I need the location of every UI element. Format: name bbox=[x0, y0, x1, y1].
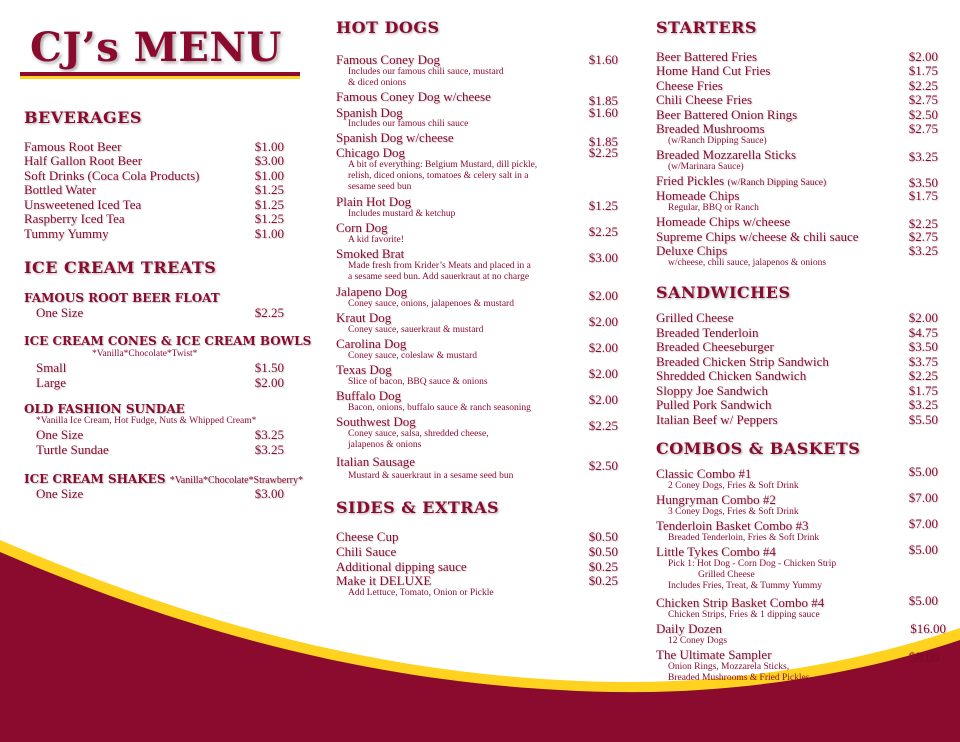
menu-item bbox=[36, 376, 284, 390]
menu-item bbox=[656, 340, 938, 354]
item-desc: Breaded Mushrooms & Fried Pickles bbox=[668, 673, 810, 683]
item-desc: 3 Coney Dogs, Fries & Soft Drink bbox=[668, 507, 799, 517]
item-desc: Add Lettuce, Tomato, Onion or Pickle bbox=[348, 588, 494, 598]
item-name: Texas Dog bbox=[336, 362, 392, 377]
item-name: Plain Hot Dog bbox=[336, 194, 412, 209]
item-name: Breaded Mushrooms bbox=[656, 121, 765, 136]
item-name: Famous Root Beer bbox=[24, 139, 122, 154]
menu-item bbox=[36, 487, 284, 501]
item-price: $2.00 bbox=[254, 375, 284, 390]
item-price: $1.50 bbox=[254, 360, 284, 375]
item-name: Breaded Tenderloin bbox=[656, 325, 759, 340]
item-name: Sloppy Joe Sandwich bbox=[656, 383, 768, 398]
item-price: $2.00 bbox=[908, 310, 938, 325]
item-name: Spanish Dog w/cheese bbox=[336, 130, 454, 145]
item-price: $2.25 bbox=[254, 305, 284, 320]
item-price: $2.25 bbox=[908, 368, 938, 383]
menu-item bbox=[656, 516, 938, 533]
menu-item bbox=[336, 560, 618, 574]
item-desc: w/cheese, chili sauce, jalapenos & onions bbox=[668, 258, 827, 268]
item-name: One Size bbox=[36, 486, 84, 501]
item-desc: jalapenos & onions bbox=[348, 440, 422, 450]
item-name: Beer Battered Onion Rings bbox=[656, 107, 798, 122]
title-underline bbox=[20, 72, 300, 79]
item-name: One Size bbox=[36, 427, 84, 442]
shakes-title: ICE CREAM SHAKES bbox=[24, 472, 166, 486]
menu-item bbox=[336, 53, 618, 67]
item-price: $2.00 bbox=[908, 49, 938, 64]
item-name: Additional dipping sauce bbox=[336, 559, 467, 574]
item-name: Chili Cheese Fries bbox=[656, 92, 753, 107]
item-price: $3.25 bbox=[254, 442, 284, 457]
item-name-suffix: (w/Ranch Dipping Sauce) bbox=[727, 178, 827, 188]
item-price: $1.25 bbox=[254, 197, 284, 212]
item-price: $1.00 bbox=[254, 226, 284, 241]
menu-item bbox=[656, 464, 938, 481]
item-name: Famous Coney Dog w/cheese bbox=[336, 89, 491, 104]
item-price: $5.00 bbox=[908, 593, 938, 608]
item-desc: a sesame seed bun. Add sauerkraut at no charge bbox=[348, 272, 530, 282]
item-name: Breaded Chicken Strip Sandwich bbox=[656, 354, 829, 369]
item-desc: (w/Ranch Dipping Sauce) bbox=[668, 136, 767, 146]
item-desc: Mustard & sauerkraut in a sesame seed bun bbox=[348, 471, 514, 481]
ice-cream-heading: ICE CREAM TREATS bbox=[24, 258, 217, 277]
item-desc: Onion Rings, Mozzarela Sticks, bbox=[668, 662, 790, 672]
item-name: Carolina Dog bbox=[336, 336, 407, 351]
item-price: $0.25 bbox=[588, 559, 618, 574]
item-price: $2.25 bbox=[588, 145, 618, 160]
menu-item bbox=[336, 106, 618, 120]
item-price: $1.25 bbox=[254, 182, 284, 197]
item-name: Deluxe Chips bbox=[656, 243, 728, 258]
item-name: Classic Combo #1 bbox=[656, 466, 752, 481]
menu-item bbox=[656, 50, 938, 64]
item-desc: Regular, BBQ or Ranch bbox=[668, 203, 759, 213]
item-price: $1.25 bbox=[588, 198, 618, 213]
menu-item bbox=[36, 361, 284, 375]
item-name: Italian Sausage bbox=[336, 454, 416, 469]
item-name: Fried Pickles bbox=[656, 173, 725, 188]
item-name: Tenderloin Basket Combo #3 bbox=[656, 518, 809, 533]
item-price: $7.00 bbox=[908, 516, 938, 531]
item-price: $3.00 bbox=[254, 486, 284, 501]
menu-item bbox=[656, 622, 946, 636]
menu-item bbox=[656, 64, 938, 78]
menu-item bbox=[24, 140, 284, 154]
item-desc: relish, diced onions, tomatoes & celery salt in a bbox=[348, 171, 529, 181]
menu-item bbox=[656, 413, 938, 427]
item-price: $1.60 bbox=[588, 105, 618, 120]
item-price: $2.50 bbox=[908, 107, 938, 122]
item-desc: Chicken Strips, Fries & 1 dipping sauce bbox=[668, 610, 820, 620]
item-desc: Grilled Cheese bbox=[698, 570, 755, 580]
item-name: Southwest Dog bbox=[336, 414, 416, 429]
item-price: $2.00 bbox=[588, 288, 618, 303]
menu-item bbox=[656, 189, 938, 203]
item-name: Homeade Chips w/cheese bbox=[656, 214, 791, 229]
item-price: $2.75 bbox=[908, 229, 938, 244]
item-price: $0.50 bbox=[588, 529, 618, 544]
item-price: $3.75 bbox=[908, 354, 938, 369]
item-price: $3.25 bbox=[908, 149, 938, 164]
item-desc: Coney sauce, coleslaw & mustard bbox=[348, 351, 478, 361]
item-name: Smoked Brat bbox=[336, 246, 405, 261]
item-price: $1.00 bbox=[254, 168, 284, 183]
menu-item bbox=[656, 326, 938, 340]
float-heading: FAMOUS ROOT BEER FLOAT bbox=[24, 291, 220, 305]
menu-title: CJ’s MENU bbox=[30, 24, 282, 71]
item-name: Half Gallon Root Beer bbox=[24, 153, 143, 168]
item-name: Chili Sauce bbox=[336, 544, 397, 559]
item-name: Grilled Cheese bbox=[656, 310, 734, 325]
item-desc: sesame seed bun bbox=[348, 182, 412, 192]
item-price: $3.25 bbox=[908, 243, 938, 258]
item-price: $1.75 bbox=[908, 188, 938, 203]
item-price: $1.85 bbox=[588, 93, 618, 108]
item-desc: A bit of everything: Belgium Mustard, dill pickle, bbox=[348, 160, 538, 170]
item-price: $5.00 bbox=[908, 542, 938, 557]
item-name: Home Hand Cut Fries bbox=[656, 63, 771, 78]
item-name: Corn Dog bbox=[336, 220, 388, 235]
item-price: $1.25 bbox=[254, 211, 284, 226]
item-desc: 12 Coney Dogs bbox=[668, 636, 728, 646]
item-name: Turtle Sundae bbox=[36, 442, 109, 457]
item-name: Raspberry Iced Tea bbox=[24, 211, 125, 226]
item-desc: Breaded Tenderloin, Fries & Soft Drink bbox=[668, 533, 820, 543]
menu-item bbox=[24, 227, 284, 241]
item-name: Small bbox=[36, 360, 67, 375]
item-price: $8.00 bbox=[908, 649, 938, 664]
item-name: Breaded Mozzarella Sticks bbox=[656, 147, 797, 162]
item-price: $1.85 bbox=[588, 134, 618, 149]
menu-item bbox=[336, 545, 618, 559]
item-price: $2.25 bbox=[588, 418, 618, 433]
item-price: $4.75 bbox=[908, 325, 938, 340]
item-desc: Includes mustard & ketchup bbox=[348, 209, 456, 219]
item-name: Famous Coney Dog bbox=[336, 52, 440, 67]
item-price: $2.00 bbox=[588, 340, 618, 355]
menu-item bbox=[656, 369, 938, 383]
item-price: $1.00 bbox=[254, 139, 284, 154]
item-name: Unsweetened Iced Tea bbox=[24, 197, 142, 212]
item-name: Supreme Chips w/cheese & chili sauce bbox=[656, 229, 859, 244]
menu-item bbox=[24, 154, 284, 168]
item-desc: Bacon, onions, buffalo sauce & ranch seasoning bbox=[348, 403, 531, 413]
item-price: $3.25 bbox=[908, 397, 938, 412]
item-desc: (w/Marinara Sauce) bbox=[668, 162, 744, 172]
menu-item bbox=[24, 183, 284, 197]
cones-flavors: *Vanilla*Chocolate*Twist* bbox=[92, 349, 198, 359]
menu-item bbox=[656, 108, 938, 122]
item-price: $2.75 bbox=[908, 121, 938, 136]
item-name: Make it DELUXE bbox=[336, 573, 432, 588]
item-name: Spanish Dog bbox=[336, 105, 403, 120]
item-price: $2.00 bbox=[588, 314, 618, 329]
menu-item bbox=[336, 574, 618, 588]
item-price: $2.25 bbox=[908, 216, 938, 231]
menu-item bbox=[656, 244, 938, 258]
item-price: $3.25 bbox=[254, 427, 284, 442]
item-desc: Slice of bacon, BBQ sauce & onions bbox=[348, 377, 488, 387]
menu-item bbox=[36, 443, 284, 457]
starters-heading: STARTERS bbox=[656, 18, 757, 37]
item-name: Hungryman Combo #2 bbox=[656, 492, 776, 507]
menu-item bbox=[656, 398, 938, 412]
menu-item bbox=[656, 355, 938, 369]
item-desc: Includes our famous chili sauce bbox=[348, 119, 469, 129]
item-price: $3.00 bbox=[254, 153, 284, 168]
item-price: $16.00 bbox=[910, 621, 946, 636]
sundae-heading: OLD FASHION SUNDAE bbox=[24, 402, 185, 416]
item-desc: Made fresh from Krider’s Meats and placed in a bbox=[348, 261, 531, 271]
sides-heading: SIDES & EXTRAS bbox=[336, 498, 500, 517]
menu-item bbox=[656, 230, 938, 244]
item-desc: Includes our famous chili sauce, mustard bbox=[348, 67, 504, 77]
shakes-flavors: *Vanilla*Chocolate*Strawberry* bbox=[169, 475, 303, 486]
sundae-desc: *Vanilla Ice Cream, Hot Fudge, Nuts & Whipped Cream* bbox=[36, 416, 257, 426]
menu-item bbox=[24, 169, 284, 183]
menu-item bbox=[656, 122, 938, 136]
item-name: Chicken Strip Basket Combo #4 bbox=[656, 595, 825, 610]
item-price: $7.00 bbox=[908, 490, 938, 505]
item-desc: A kid favorite! bbox=[348, 235, 404, 245]
item-price: $5.00 bbox=[908, 464, 938, 479]
item-name: Soft Drinks (Coca Cola Products) bbox=[24, 168, 200, 183]
item-name: Homeade Chips bbox=[656, 188, 740, 203]
item-desc: & diced onions bbox=[348, 78, 407, 88]
item-name: Kraut Dog bbox=[336, 310, 392, 325]
item-price: $0.50 bbox=[588, 544, 618, 559]
item-name: Shredded Chicken Sandwich bbox=[656, 368, 807, 383]
item-price: $2.50 bbox=[588, 458, 618, 473]
item-desc: Coney sauce, onions, jalapenoes & mustard bbox=[348, 299, 514, 309]
menu-item bbox=[24, 212, 284, 226]
item-name: Bottled Water bbox=[24, 182, 97, 197]
menu-item bbox=[36, 428, 284, 442]
item-desc: Includes Fries, Treat, & Tummy Yummy bbox=[668, 581, 823, 591]
menu-item bbox=[36, 306, 284, 320]
menu-item bbox=[656, 490, 938, 507]
cones-heading: ICE CREAM CONES & ICE CREAM BOWLS bbox=[24, 334, 312, 348]
item-price: $2.25 bbox=[908, 78, 938, 93]
item-price: $1.75 bbox=[908, 383, 938, 398]
item-price: $3.50 bbox=[908, 175, 938, 190]
item-price: $3.50 bbox=[908, 339, 938, 354]
item-price: $5.50 bbox=[908, 412, 938, 427]
menu-item bbox=[656, 593, 938, 610]
item-price: $1.75 bbox=[908, 63, 938, 78]
shakes-heading bbox=[24, 472, 303, 486]
item-desc: 2 Coney Dogs, Fries & Soft Drink bbox=[668, 481, 799, 491]
item-name: Beer Battered Fries bbox=[656, 49, 758, 64]
menu-item bbox=[656, 384, 938, 398]
item-desc: Coney sauce, salsa, shredded cheese, bbox=[348, 429, 489, 439]
menu-item bbox=[336, 530, 618, 544]
item-desc: Pick 1: Hot Dog - Corn Dog - Chicken Strip bbox=[668, 559, 837, 569]
item-name: Daily Dozen bbox=[656, 621, 723, 636]
item-name: Italian Beef w/ Peppers bbox=[656, 412, 778, 427]
menu-item bbox=[656, 93, 938, 107]
sandwiches-heading: SANDWICHES bbox=[656, 283, 791, 302]
menu-item bbox=[336, 146, 618, 160]
item-price: $2.75 bbox=[908, 92, 938, 107]
item-name: Chicago Dog bbox=[336, 145, 405, 160]
beverages-heading: BEVERAGES bbox=[24, 108, 142, 127]
item-name: Cheese Fries bbox=[656, 78, 723, 93]
item-price: $2.00 bbox=[588, 366, 618, 381]
item-price: $2.25 bbox=[588, 224, 618, 239]
item-name: Large bbox=[36, 375, 67, 390]
item-name: One Size bbox=[36, 305, 84, 320]
item-name: Pulled Pork Sandwich bbox=[656, 397, 772, 412]
item-name: The Ultimate Sampler bbox=[656, 647, 772, 662]
item-price: $2.00 bbox=[588, 392, 618, 407]
item-price: $0.25 bbox=[588, 573, 618, 588]
item-desc: Coney sauce, sauerkraut & mustard bbox=[348, 325, 484, 335]
item-name: Jalapeno Dog bbox=[336, 284, 408, 299]
item-name: Little Tykes Combo #4 bbox=[656, 544, 776, 559]
item-name: Breaded Cheeseburger bbox=[656, 339, 774, 354]
menu-item bbox=[656, 311, 938, 325]
menu-item bbox=[656, 542, 938, 559]
item-name: Buffalo Dog bbox=[336, 388, 402, 403]
menu-item bbox=[656, 79, 938, 93]
hot-dogs-heading: HOT DOGS bbox=[336, 18, 440, 37]
menu-item bbox=[24, 198, 284, 212]
item-name: Tummy Yummy bbox=[24, 226, 109, 241]
item-price: $3.00 bbox=[588, 250, 618, 265]
combos-heading: COMBOS & BASKETS bbox=[656, 439, 861, 458]
item-price: $1.60 bbox=[588, 52, 618, 67]
item-name: Cheese Cup bbox=[336, 529, 399, 544]
